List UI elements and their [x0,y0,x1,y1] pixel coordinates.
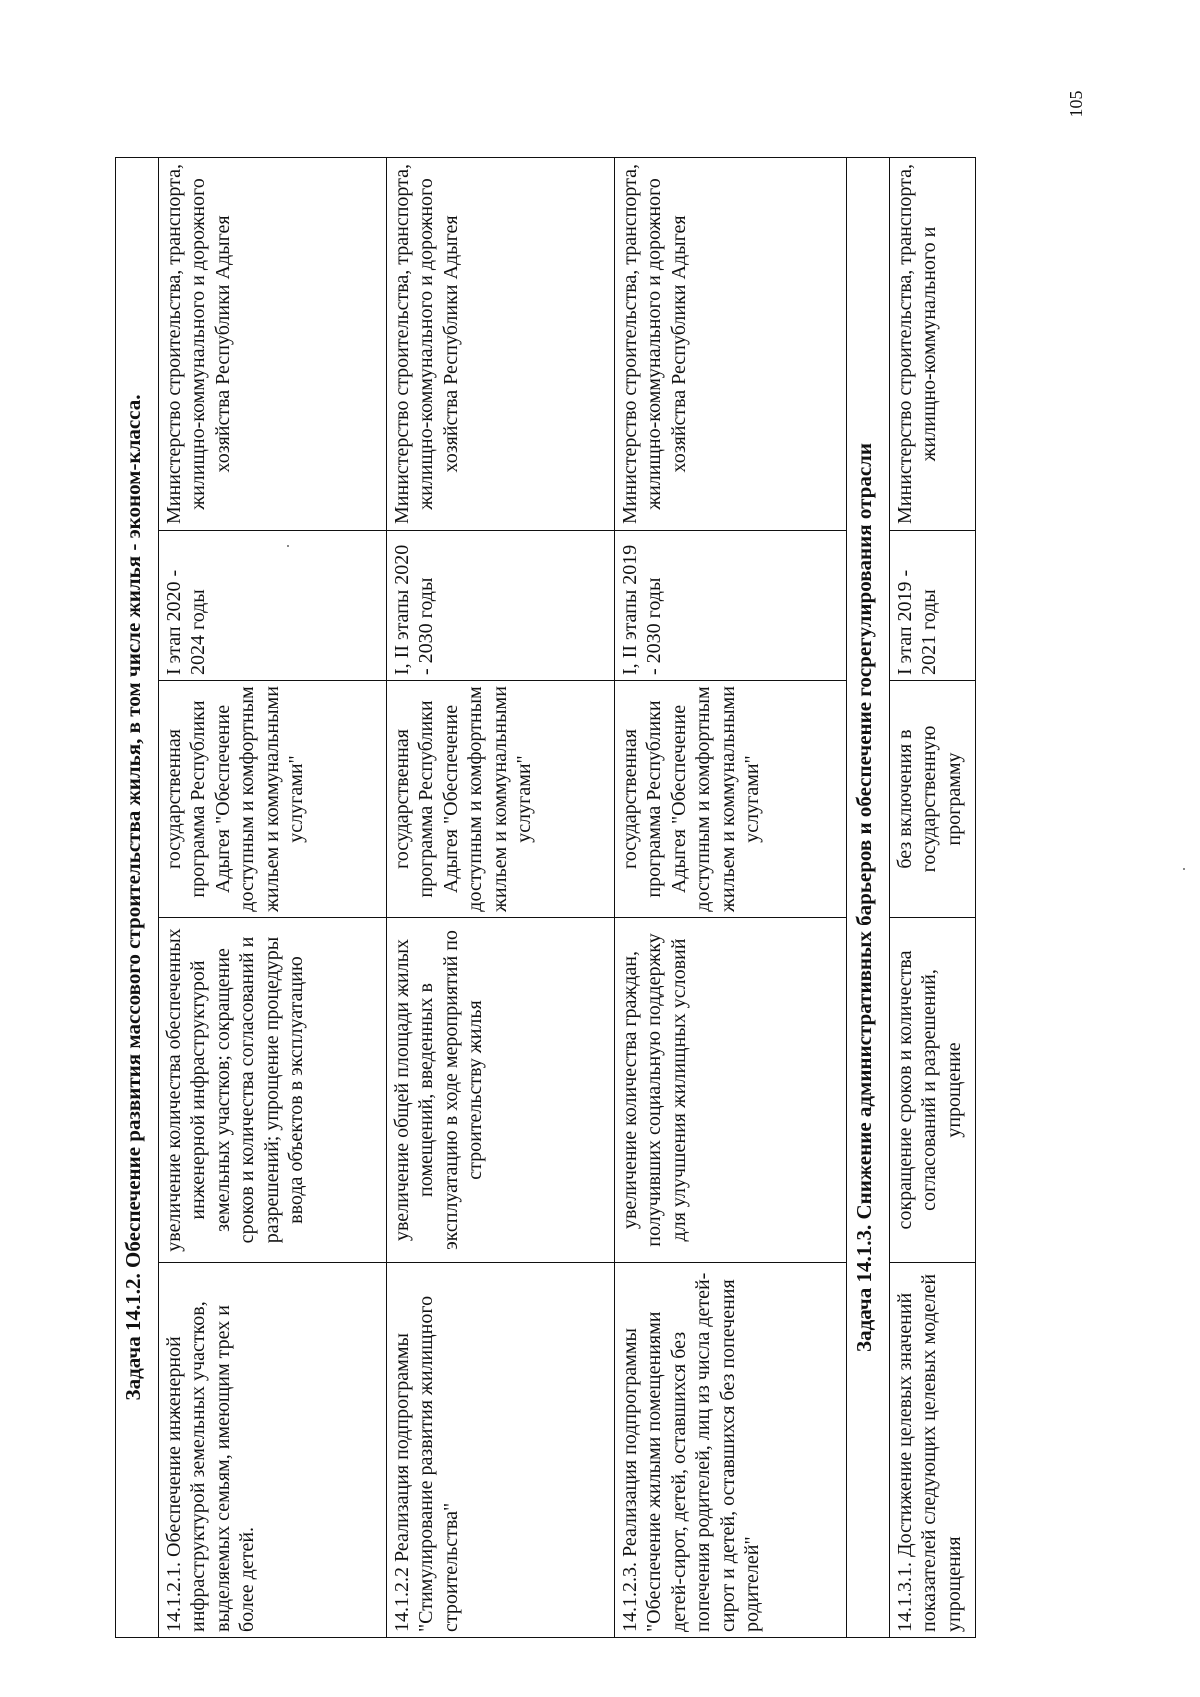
program-cell: без включения в государственную программу [890,681,976,918]
executor-cell: Министерство строительства, транспорта, жилищно-коммунального и дорожного хозяйства Республики Адыгея [387,157,615,530]
period-cell: I этап 2020 - 2024 годы [159,531,387,681]
result-cell: увеличение количества обеспеченных инженерной инфраструктурой земельных участков; сокращение сроков и количества согласований и разрешений; упрощение процедуры ввода объектов в эксплуатацию [159,918,387,1263]
result-cell: сокращение сроков и количества согласований и разрешений, упрощение [890,918,976,1263]
table-row [159,157,387,1637]
task-heading-row [847,157,890,1637]
measure-cell: 14.1.2.2 Реализация подпрограммы "Стимулирование развития жилищного строительства" [387,1263,615,1638]
scan-speck [1183,868,1185,870]
period-cell: I этап 2019 - 2021 годы [890,531,976,681]
program-cell: государственная программа Республики Адыгея "Обеспечение доступным и комфортным жильем и коммунальными услугами" [387,681,615,918]
task-heading: Задача 14.1.2. Обеспечение развития массового строительства жилья, в том числе жилья - эконом-класса. [116,157,159,1637]
task-heading: Задача 14.1.3. Снижение административных барьеров и обеспечение госрегулирования отрасли [847,157,890,1637]
table-row [387,157,615,1637]
measure-cell: 14.1.2.3. Реализация подпрограммы "Обеспечение жилыми помещениями детей-сирот, детей, оставшихся без попечения родителей, лиц из числа детей-сирот и детей, оставшихся без попечения родителей" [615,1263,847,1638]
period-cell: I, II этапы 2019 - 2030 годы [615,531,847,681]
executor-cell: Министерство строительства, транспорта, жилищно-коммунального и дорожного хозяйства Республики Адыгея [159,157,387,530]
task-heading-row [116,157,159,1637]
executor-cell: Министерство строительства, транспорта, жилищно-коммунального и [890,157,976,530]
result-cell: увеличение общей площади жилых помещений, введенных в эксплуатацию в ходе мероприятий по строительству жилья [387,918,615,1263]
rotated-table-container [115,158,1052,1638]
scan-speck [287,545,289,547]
program-cell: государственная программа Республики Адыгея "Обеспечение доступным и комфортным жильем и коммунальными услугами" [159,681,387,918]
measure-cell: 14.1.2.1. Обеспечение инженерной инфраструктурой земельных участков, выделяемых семьям, имеющим трех и более детей. [159,1263,387,1638]
page-number: 105 [1066,90,1086,118]
table-row [890,157,976,1637]
period-cell: I, II этапы 2020 - 2030 годы [387,531,615,681]
program-cell: государственная программа Республики Адыгея "Обеспечение доступным и комфортным жильем и коммунальными услугами" [615,681,847,918]
measure-cell: 14.1.3.1. Достижение целевых значений показателей следующих целевых моделей упрощения [890,1263,976,1638]
executor-cell: Министерство строительства, транспорта, жилищно-коммунального и дорожного хозяйства Республики Адыгея [615,157,847,530]
result-cell: увеличение количества граждан, получивших социальную поддержку для улучшения жилищных условий [615,918,847,1263]
table-row [615,157,847,1637]
measures-table [115,157,976,1638]
